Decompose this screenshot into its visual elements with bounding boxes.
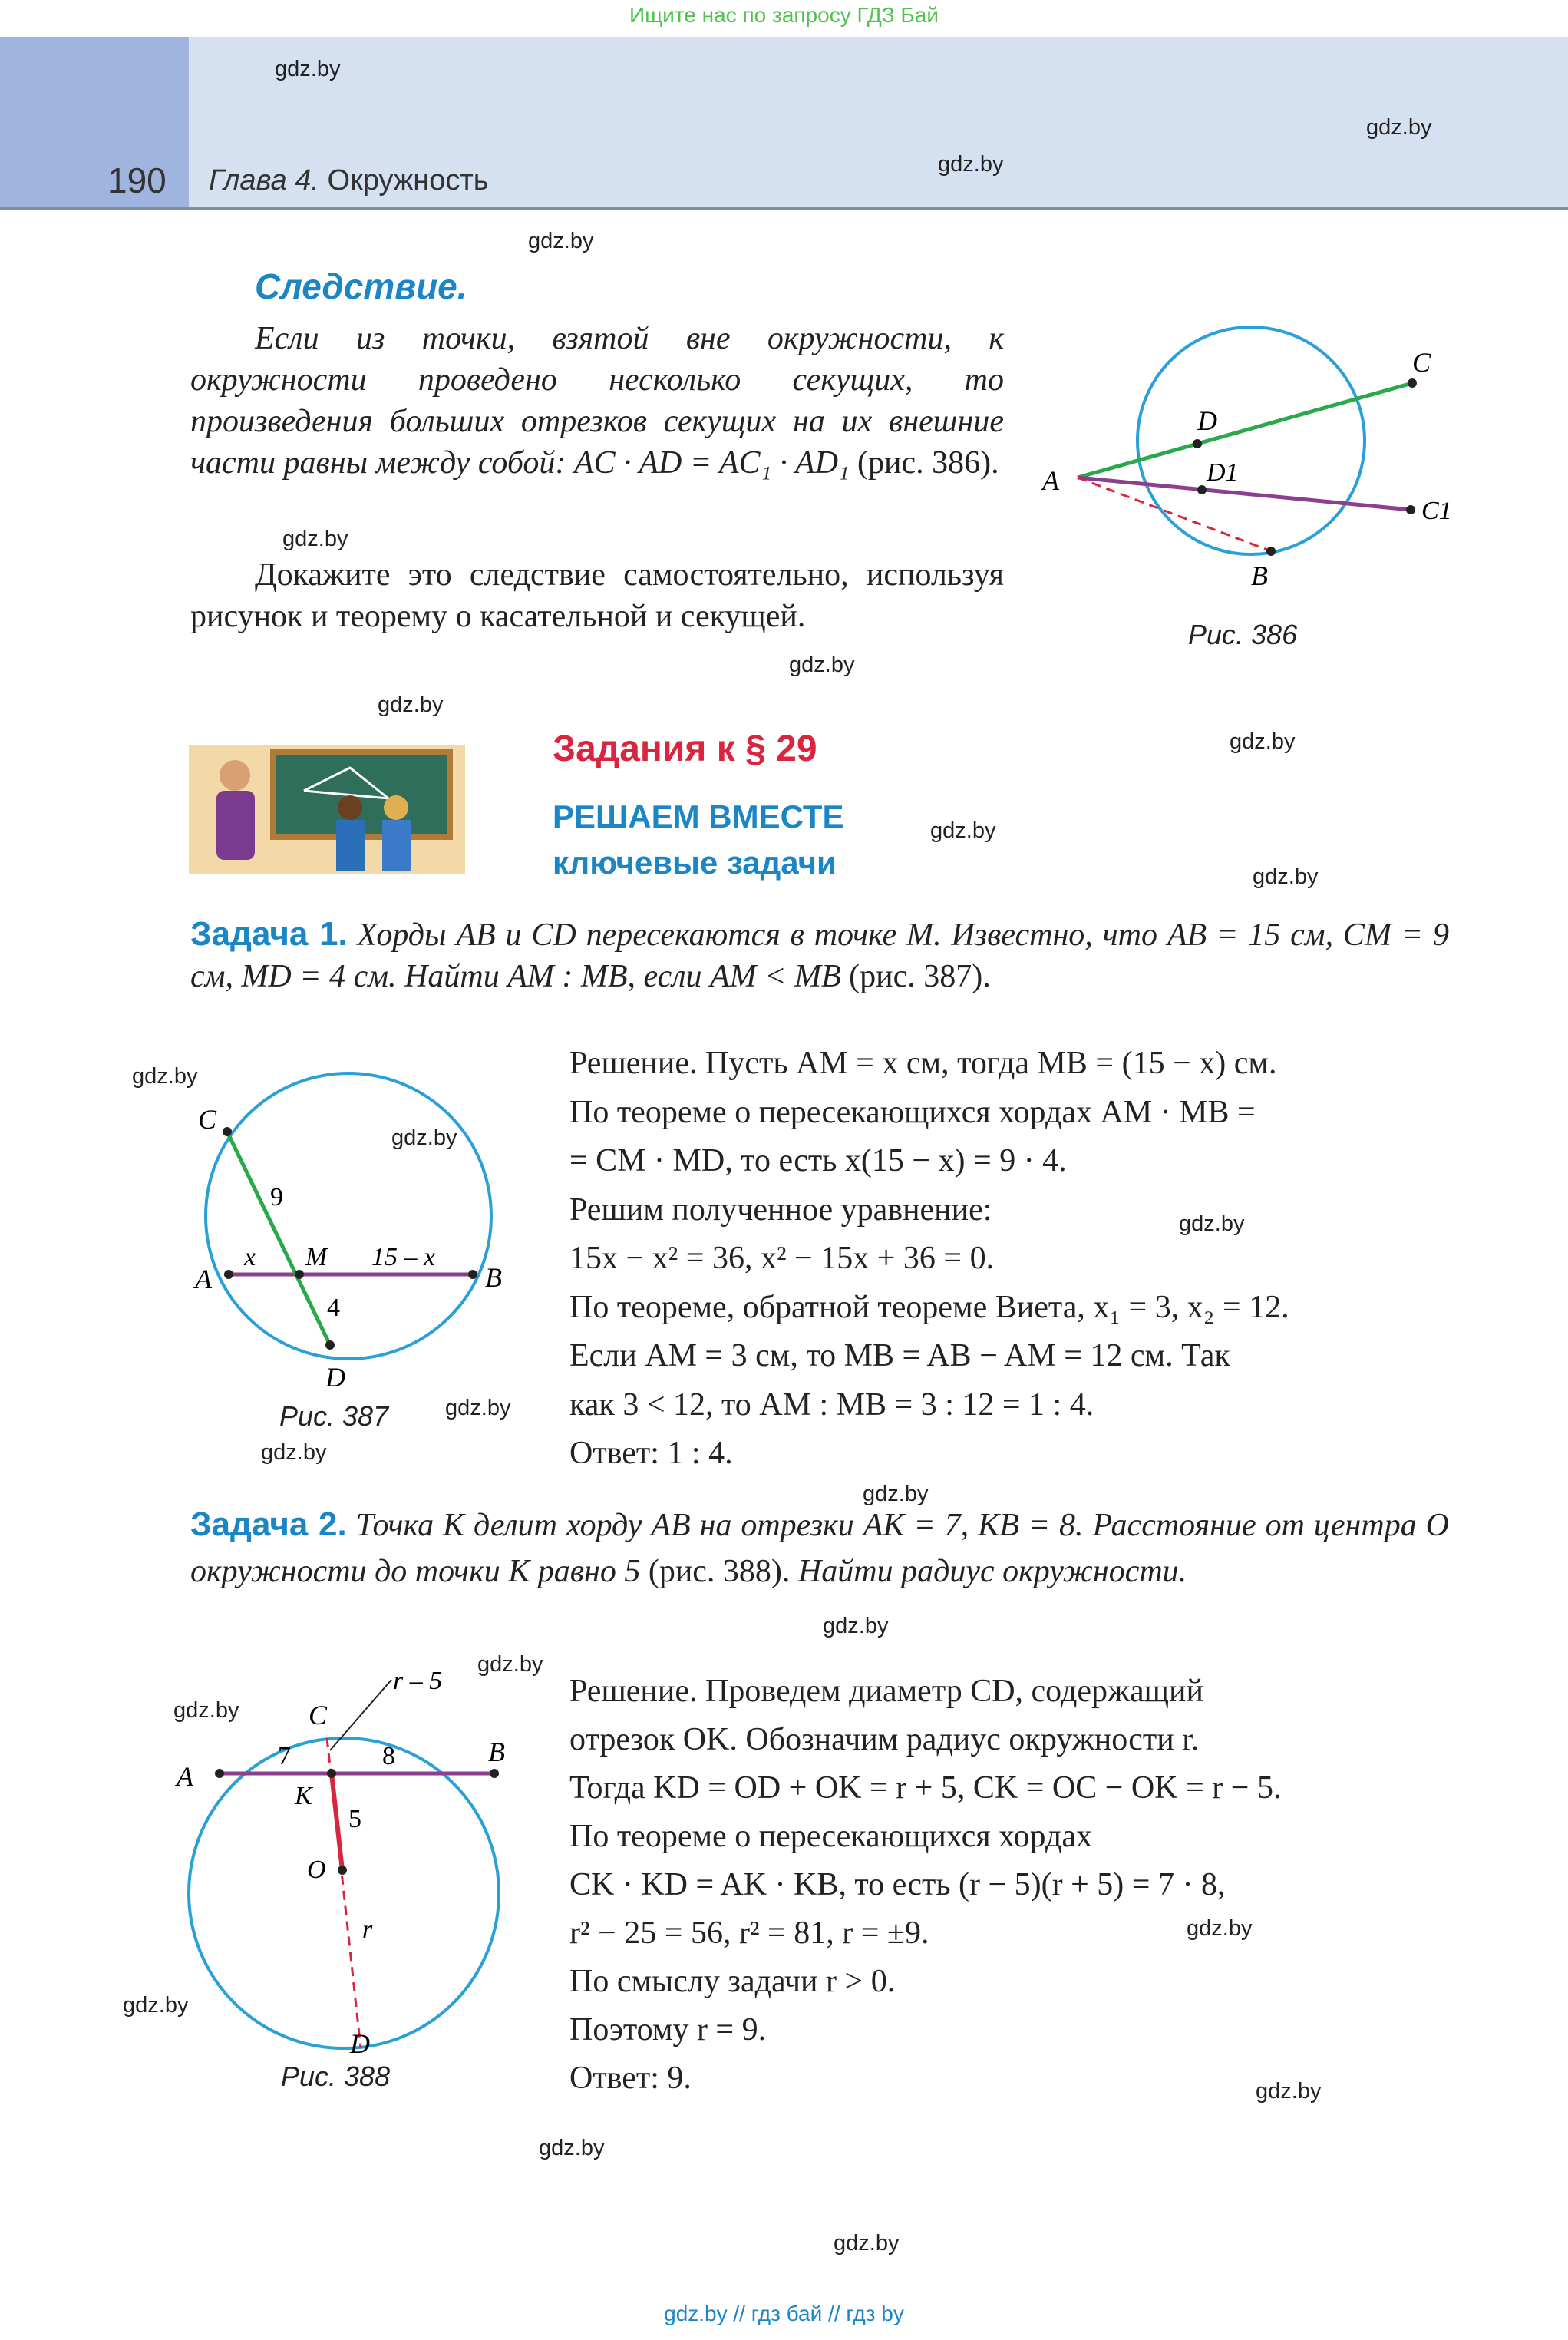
- watermark: gdz.by: [391, 1125, 457, 1150]
- fig386-label-c: C: [1412, 347, 1431, 378]
- watermark: gdz.by: [1366, 115, 1432, 140]
- fig387-point-b: [468, 1270, 477, 1279]
- task2-ref: (рис. 388).: [648, 1554, 791, 1589]
- corollary-body: Если из точки, взятой вне окружности, к окружности проведено несколько секущих, то произведения больших отрезков секущих на их внешние части равны между собой:: [190, 321, 1004, 481]
- corollary-title: Следствие.: [255, 266, 467, 306]
- corollary-text: [190, 318, 1004, 484]
- task1-solution-line: По теореме, обратной теореме Виета, x₁ = 3, x₂ = 12.: [569, 1289, 1289, 1325]
- watermark: gdz.by: [863, 1482, 929, 1506]
- figure-387: [184, 1052, 553, 1413]
- fig387-caption: Рис. 387: [279, 1400, 389, 1432]
- fig386-label-c1: C1: [1421, 497, 1452, 525]
- fig386-circle: [1137, 327, 1365, 554]
- fig387-label-9: 9: [270, 1183, 283, 1211]
- fig388-point-k: [327, 1769, 336, 1778]
- watermark: gdz.by: [1256, 2079, 1322, 2104]
- watermark: gdz.by: [282, 527, 348, 551]
- task2-statement: [190, 1502, 1449, 1595]
- page-number: 190: [107, 160, 167, 200]
- fig388-label-8: 8: [382, 1742, 395, 1770]
- top-banner[interactable]: Ищите нас по запросу ГДЗ Бай: [629, 3, 939, 27]
- section-subtitle-1: РЕШАЕМ ВМЕСТЕ: [553, 798, 844, 835]
- task1-label: Задача 1.: [190, 915, 348, 953]
- watermark: gdz.by: [445, 1396, 511, 1420]
- teacher-body: [216, 791, 255, 860]
- student-girl-body: [382, 820, 411, 871]
- fig386-point-b: [1266, 547, 1276, 556]
- task2-answer: Ответ: 9.: [569, 2061, 692, 2096]
- fig388-label-5: 5: [348, 1805, 361, 1833]
- watermark: gdz.by: [1187, 1916, 1253, 1941]
- fig387-point-c: [223, 1127, 232, 1136]
- fig387-point-a: [224, 1270, 233, 1279]
- corollary-ref: (рис. 386).: [857, 445, 999, 481]
- fig387-point-m: [295, 1270, 304, 1279]
- fig387-point-d: [325, 1340, 335, 1350]
- fig388-segment-ok: [332, 1773, 342, 1870]
- watermark: gdz.by: [1179, 1211, 1245, 1236]
- task2-solution-line: По теореме о пересекающихся хордах: [569, 1819, 1093, 1854]
- fig388-point-b: [490, 1769, 499, 1778]
- watermark: gdz.by: [539, 2136, 605, 2160]
- task1-solution-line: Решение. Пусть AM = x см, тогда MB = (15 − x) см.: [569, 1046, 1277, 1081]
- task2-solution-line: CK · KD = AK · KB, то есть (r − 5)(r + 5) = 7 · 8,: [569, 1867, 1226, 1902]
- fig388-label-o: O: [307, 1856, 326, 1884]
- fig388-point-a: [215, 1769, 224, 1778]
- fig387-label-a: A: [195, 1264, 212, 1294]
- fig388-caption: Рис. 388: [281, 2061, 391, 2092]
- fig387-label-x: x: [244, 1243, 256, 1271]
- fig388-label-d: D: [350, 2028, 370, 2059]
- fig387-label-c: C: [198, 1104, 217, 1135]
- figure-386: [1028, 307, 1489, 614]
- task1-answer: Ответ: 1 : 4.: [569, 1436, 733, 1471]
- task1-solution-line: По теореме о пересекающихся хордах AM · MB =: [569, 1094, 1256, 1130]
- fig387-label-m: M: [305, 1243, 328, 1271]
- watermark: gdz.by: [789, 653, 855, 677]
- watermark: gdz.by: [477, 1652, 543, 1677]
- task1-solution-line: Если AM = 3 см, то MB = AB − AM = 12 см. Так: [569, 1338, 1230, 1373]
- fig386-point-d: [1193, 439, 1202, 448]
- student-boy-head: [338, 795, 362, 820]
- task2-solution-line: Решение. Проведем диаметр CD, содержащий: [569, 1674, 1203, 1709]
- fig386-point-d1: [1197, 485, 1207, 494]
- chapter-title: [209, 164, 489, 197]
- header-divider: [0, 207, 1568, 210]
- watermark: gdz.by: [132, 1064, 198, 1089]
- fig386-point-c: [1408, 378, 1417, 388]
- fig386-point-c1: [1406, 505, 1415, 514]
- fig388-point-o: [338, 1866, 347, 1875]
- task2-solution-line: Поэтому r = 9.: [569, 2012, 767, 2048]
- chapter-name: Окружность: [327, 164, 489, 197]
- fig388-label-c: C: [309, 1700, 328, 1730]
- fig386-label-a: A: [1042, 465, 1059, 496]
- fig388-label-7: 7: [278, 1742, 291, 1770]
- watermark: gdz.by: [1253, 864, 1319, 889]
- watermark: gdz.by: [834, 2231, 900, 2256]
- task2-text-end: Найти радиус окружности.: [797, 1554, 1187, 1589]
- fig386-secant-ac1: [1078, 478, 1411, 510]
- section-subtitle-2: ключевые задачи: [553, 844, 837, 881]
- fig388-label-a: A: [177, 1761, 193, 1792]
- fig387-label-d: D: [325, 1362, 345, 1393]
- watermark: gdz.by: [528, 229, 594, 253]
- watermark: gdz.by: [823, 1614, 889, 1638]
- task1-solution-line: как 3 < 12, то AM : MB = 3 : 12 = 1 : 4.: [569, 1386, 1094, 1423]
- task2-solution-line: По смыслу задачи r > 0.: [569, 1964, 896, 1999]
- fig388-label-r: r: [362, 1915, 373, 1944]
- fig386-label-d: D: [1197, 405, 1217, 436]
- classroom-illustration: [189, 745, 465, 874]
- watermark: gdz.by: [938, 152, 1004, 177]
- watermark: gdz.by: [123, 1993, 189, 2018]
- section-title: Задания к § 29: [553, 729, 817, 769]
- fig386-label-d1: D1: [1207, 458, 1239, 487]
- corollary-formula: AC · AD = AC₁ · AD₁: [573, 445, 850, 481]
- task1-statement: [190, 914, 1449, 997]
- watermark: gdz.by: [261, 1440, 327, 1465]
- task1-solution-line: Решим полученное уравнение:: [569, 1191, 992, 1228]
- task2-solution: [569, 1667, 1452, 2103]
- task1-ref: (рис. 387).: [849, 959, 991, 994]
- fig386-label-b: B: [1251, 560, 1268, 591]
- watermark: gdz.by: [930, 818, 996, 843]
- fig388-label-b: B: [488, 1737, 505, 1767]
- figure-388: [169, 1655, 568, 2070]
- task2-solution-line: r² − 25 = 56, r² = 81, r = ±9.: [569, 1915, 929, 1951]
- task1-text: Хорды AB и CD пересекаются в точке M. Известно, что AB = 15 см, CM = 9 см, MD = 4 см. Найти AM : MB, если AM < MB: [190, 917, 1450, 994]
- chapter-number: Глава 4.: [209, 164, 319, 197]
- task2-label: Задача 2.: [190, 1505, 347, 1543]
- student-girl-head: [384, 795, 408, 820]
- task1-solution-line: = CM · MD, то есть x(15 − x) = 9 · 4.: [569, 1143, 1067, 1178]
- watermark: gdz.by: [378, 692, 444, 717]
- task2-text: Точка K делит хорду AB на отрезки AK = 7, KB = 8. Расстояние от центра O окружности до точки K равно 5: [190, 1508, 1449, 1589]
- fig388-label-r-5: r – 5: [393, 1667, 443, 1695]
- proof-note: Докажите это следствие самостоятельно, используя рисунок и теорему о касательной и секущей.: [190, 557, 1004, 634]
- watermark: gdz.by: [173, 1698, 239, 1723]
- fig388-label-k: K: [295, 1782, 312, 1810]
- fig387-label-4: 4: [327, 1294, 340, 1322]
- fig386-caption: Рис. 386: [1188, 619, 1298, 650]
- teacher-head: [220, 760, 250, 791]
- watermark: gdz.by: [275, 57, 341, 81]
- task1-solution-line: 15x − x² = 36, x² − 15x + 36 = 0.: [569, 1241, 995, 1276]
- fig387-circle: [206, 1073, 491, 1359]
- fig387-label-b: B: [485, 1262, 502, 1293]
- task1-solution: [569, 1039, 1452, 1479]
- task2-solution-line: Тогда KD = OD + OK = r + 5, CK = OC − OK = r − 5.: [569, 1770, 1282, 1806]
- student-boy-body: [336, 820, 365, 871]
- watermark: gdz.by: [1230, 729, 1296, 754]
- task2-solution-line: отрезок OK. Обозначим радиус окружности r.: [569, 1722, 1200, 1757]
- footer-links[interactable]: gdz.by // гдз бай // гдз by: [664, 2302, 904, 2325]
- fig387-label-15-x: 15 – x: [371, 1243, 436, 1271]
